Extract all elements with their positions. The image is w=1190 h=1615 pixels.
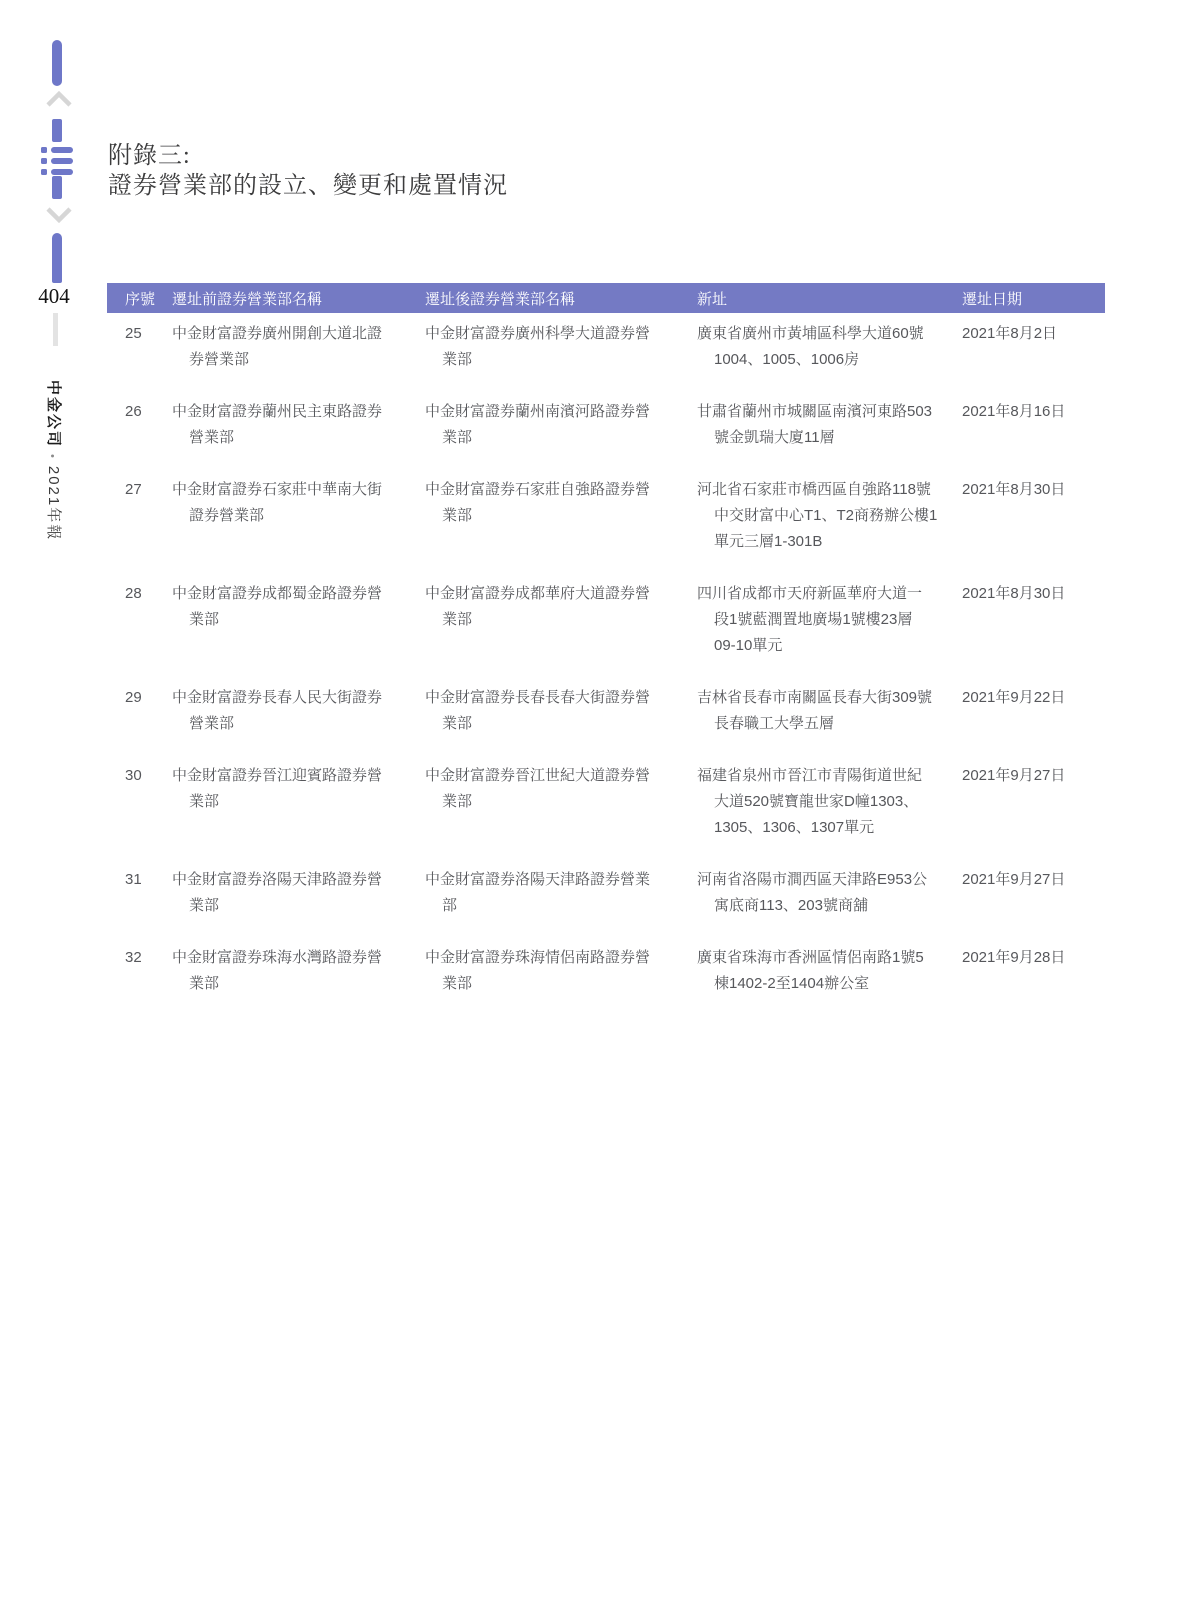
new-address-line: 廣東省珠海市香洲區情侶南路1號5 [697,949,924,966]
branch-name-before-line: 業部 [189,611,220,628]
table-row [107,685,1105,737]
branch-name-after-line: 中金財富證券珠海情侶南路證券營 [425,949,651,966]
page-title [108,141,508,201]
table-row [107,945,1105,997]
relocation-date-line: 2021年9月27日 [962,767,1066,784]
relocation-date-line: 2021年8月30日 [962,481,1066,498]
new-address-line: 甘肅省蘭州市城關區南濱河東路503 [697,403,933,420]
table-header-row [107,283,1105,313]
relocation-date-line: 2021年9月22日 [962,689,1066,706]
branch-name-before-line: 中金財富證券珠海水灣路證券營 [172,949,383,966]
branch-name-before [172,321,425,373]
sidebar-bar-bottom [52,233,62,283]
branch-name-before [172,685,425,737]
page-number-divider [53,313,58,346]
new-address [697,581,962,659]
new-address-line: 1004、1005、1006房 [714,351,860,368]
branch-name-after-line: 業部 [442,507,473,524]
sidebar-bar [52,119,62,142]
branch-name-after-line: 中金財富證券廣州科學大道證券營 [425,325,651,342]
branch-name-after-line: 業部 [442,793,473,810]
branch-name-after-line: 業部 [442,611,473,628]
new-address-line: 段1號藍潤置地廣場1號樓23層 [714,611,913,628]
branch-name-after [425,477,697,555]
new-address-line: 吉林省長春市南關區長春大街309號 [697,689,933,706]
side-caption [44,380,65,541]
relocation-date [962,321,1105,373]
new-address-line: 09-10單元 [714,637,783,654]
row-number-line: 27 [125,481,142,498]
table-row [107,763,1105,841]
branch-name-before-line: 中金財富證券長春人民大街證券 [172,689,383,706]
branch-name-after [425,581,697,659]
branch-name-after [425,399,697,451]
row-number [125,763,172,841]
branch-name-before-line: 中金財富證券蘭州民主東路證券 [172,403,383,420]
branch-name-after-line: 中金財富證券洛陽天津路證券營業 [425,871,651,888]
row-number-line: 28 [125,585,142,602]
relocation-date [962,477,1105,555]
caption-separator: • [46,454,58,460]
new-address [697,477,962,555]
row-number-line: 29 [125,689,142,706]
branch-name-after [425,321,697,373]
branch-name-before-line: 中金財富證券成都蜀金路證券營 [172,585,383,602]
branch-name-after-line: 中金財富證券蘭州南濱河路證券營 [425,403,651,420]
branch-name-before [172,763,425,841]
new-address-line: 寓底商113、203號商舖 [714,897,868,914]
chevron-up-icon [45,90,73,108]
table-row [107,321,1105,373]
sidebar-bar-top [52,40,62,86]
branch-name-before [172,581,425,659]
new-address [697,685,962,737]
branch-name-after-line: 中金財富證券晉江世紀大道證券營 [425,767,651,784]
table-body [107,313,1105,997]
row-number [125,945,172,997]
row-number-line: 30 [125,767,142,784]
row-number [125,867,172,919]
row-number [125,685,172,737]
branch-name-after [425,867,697,919]
new-address-line: 廣東省廣州市黃埔區科學大道60號 [697,325,924,342]
relocation-date-line: 2021年8月30日 [962,585,1066,602]
new-address [697,945,962,997]
branch-name-after-line: 中金財富證券石家莊自強路證券營 [425,481,651,498]
new-address [697,321,962,373]
relocation-date [962,763,1105,841]
branch-name-before-line: 業部 [189,793,220,810]
header-seq: 序號 [125,290,156,308]
new-address-line: 福建省泉州市晉江市青陽街道世紀 [697,767,923,784]
title-line-1: 附錄三: [108,143,191,169]
brand-name: 中金公司 [45,380,62,449]
row-number [125,581,172,659]
branch-name-after [425,685,697,737]
branch-name-after-line: 業部 [442,975,473,992]
branch-name-before-line: 券營業部 [189,351,250,368]
branch-name-after-line: 中金財富證券長春長春大街證券營 [425,689,651,706]
branch-name-before-line: 營業部 [189,715,235,732]
table-row [107,867,1105,919]
branch-name-before-line: 中金財富證券晉江迎賓路證券營 [172,767,383,784]
branch-name-after-line: 部 [442,897,458,914]
relocation-date [962,581,1105,659]
branch-name-after-line: 中金財富證券成都華府大道證券營 [425,585,651,602]
chevron-down-icon [45,206,73,224]
branch-name-after-line: 業部 [442,429,473,446]
new-address [697,763,962,841]
relocation-date-line: 2021年8月2日 [962,325,1058,342]
table-row [107,399,1105,451]
branch-name-before [172,867,425,919]
new-address-line: 河南省洛陽市澗西區天津路E953公 [697,871,928,888]
row-number [125,321,172,373]
new-address-line: 號金凱瑞大廈11層 [714,429,835,446]
relocation-date [962,945,1105,997]
header-new-address: 新址 [697,290,728,308]
branch-name-after-line: 業部 [442,715,473,732]
table-row [107,581,1105,659]
branch-name-before-line: 營業部 [189,429,235,446]
relocation-date-line: 2021年9月27日 [962,871,1066,888]
title-line-2: 證券營業部的設立、變更和處置情況 [108,173,508,199]
row-number [125,477,172,555]
row-number-line: 26 [125,403,142,420]
relocation-date [962,685,1105,737]
branch-name-after [425,763,697,841]
relocation-date-line: 2021年8月16日 [962,403,1066,420]
page-number: 404 [38,284,70,308]
branch-name-before-line: 證券營業部 [189,507,265,524]
new-address-line: 四川省成都市天府新區華府大道一 [697,585,923,602]
row-number-line: 32 [125,949,142,966]
sidebar-bar [52,176,62,199]
branch-name-before [172,399,425,451]
header-before-name: 遷址前證券營業部名稱 [172,290,323,308]
new-address-line: 長春職工大學五層 [714,715,835,732]
branch-name-before [172,477,425,555]
table-row [107,477,1105,555]
branch-name-after [425,945,697,997]
new-address-line: 單元三層1-301B [714,533,823,550]
relocation-date [962,867,1105,919]
relocation-table [107,283,1105,1023]
branch-name-before [172,945,425,997]
branch-name-before-line: 業部 [189,897,220,914]
new-address-line: 1305、1306、1307單元 [714,819,875,836]
header-date: 遷址日期 [962,290,1023,308]
row-number-line: 31 [125,871,142,888]
branch-name-before-line: 中金財富證券洛陽天津路證券營 [172,871,383,888]
new-address-line: 中交財富中心T1、T2商務辦公樓1 [714,507,938,524]
branch-name-before-line: 中金財富證券廣州開創大道北證 [172,325,383,342]
branch-name-before-line: 中金財富證券石家莊中華南大街 [172,481,383,498]
report-year: 2021年報 [45,465,62,542]
row-number [125,399,172,451]
new-address-line: 河北省石家莊市橋西區自強路118號 [697,481,931,498]
header-after-name: 遷址後證券營業部名稱 [425,290,576,308]
branch-name-before-line: 業部 [189,975,220,992]
new-address [697,867,962,919]
new-address [697,399,962,451]
relocation-date [962,399,1105,451]
new-address-line: 大道520號寶龍世家D幢1303、 [714,793,919,810]
row-number-line: 25 [125,325,142,342]
relocation-date-line: 2021年9月28日 [962,949,1066,966]
branch-name-after-line: 業部 [442,351,473,368]
new-address-line: 棟1402-2至1404辦公室 [714,975,870,992]
